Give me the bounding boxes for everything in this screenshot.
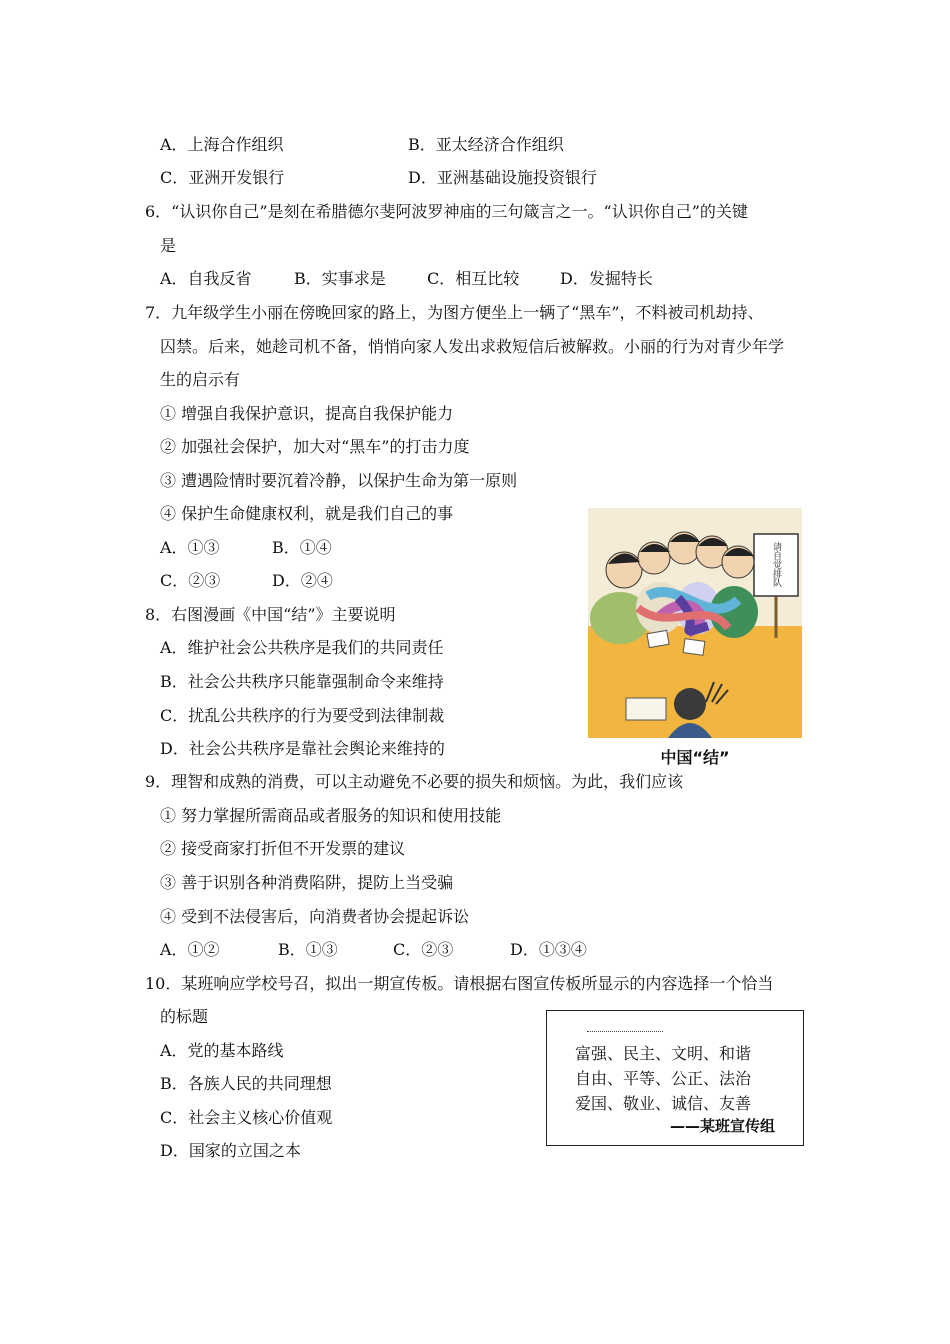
q9-option-d: D．①③④ [510, 940, 587, 959]
q10-stem-line1: 10．某班响应学校号召，拟出一期宣传板。请根据右图宣传板所显示的内容选择一个恰当 [145, 974, 774, 993]
propaganda-board [546, 1010, 804, 1146]
q7-option-a: A．①③ [160, 538, 220, 557]
q7-option-d: D．②④ [272, 571, 333, 590]
q9-stem: 9．理智和成熟的消费，可以主动避免不必要的损失和烦恼。为此，我们应该 [145, 772, 684, 791]
board-line-2: 自由、平等、公正、法治 [575, 1069, 752, 1088]
q5-option-a: A．上海合作组织 [160, 135, 284, 154]
q10-option-a: A．党的基本路线 [160, 1041, 284, 1060]
q5-option-d: D．亚洲基础设施投资银行 [408, 168, 597, 187]
q5-option-b: B．亚太经济合作组织 [408, 135, 564, 154]
q7-stem-line1: 7．九年级学生小丽在傍晚回家的路上，为图方便坐上一辆了“黑车”，不料被司机劫持、 [145, 303, 764, 322]
q7-option-c: C．②③ [160, 571, 221, 590]
q7-statement-2: ② 加强社会保护，加大对“黑车”的打击力度 [160, 437, 470, 456]
q8-option-d: D．社会公共秩序是靠社会舆论来维持的 [160, 739, 445, 758]
q9-option-c: C．②③ [393, 940, 454, 959]
q6-option-c: C．相互比较 [427, 269, 520, 288]
board-signature: ——某班宣传组 [669, 1117, 775, 1135]
q6-option-b: B．实事求是 [294, 269, 386, 288]
board-line-3: 爱国、敬业、诚信、友善 [575, 1094, 752, 1113]
cartoon-caption: 中国“结” [660, 748, 730, 767]
q10-stem-line2: 的标题 [160, 1007, 209, 1026]
q6-option-d: D．发掘特长 [560, 269, 653, 288]
q7-stem-line2: 囚禁。后来，她趁司机不备，悄悄向家人发出求救短信后被解救。小丽的行为对青少年学 [160, 337, 785, 356]
board-title-blank [587, 1031, 663, 1032]
q6-stem-line2: 是 [160, 236, 177, 255]
q7-option-b: B．①④ [272, 538, 332, 557]
cartoon-illustration [588, 508, 802, 738]
q10-option-b: B．各族人民的共同理想 [160, 1074, 332, 1093]
q6-stem-line1: 6．“认识你自己”是刻在希腊德尔斐阿波罗神庙的三句箴言之一。“认识你自己”的关键 [145, 202, 748, 221]
q9-statement-2: ② 接受商家打折但不开发票的建议 [160, 839, 406, 858]
q9-option-b: B．①③ [278, 940, 338, 959]
q9-option-a: A．①② [160, 940, 220, 959]
q7-statement-4: ④ 保护生命健康权利，就是我们自己的事 [160, 504, 454, 523]
q8-option-b: B．社会公共秩序只能靠强制命令来维持 [160, 672, 444, 691]
q8-option-a: A．维护社会公共秩序是我们的共同责任 [160, 638, 444, 657]
board-line-1: 富强、民主、文明、和谐 [575, 1044, 752, 1063]
q9-statement-4: ④ 受到不法侵害后，向消费者协会提起诉讼 [160, 907, 470, 926]
q7-stem-line3: 生的启示有 [160, 370, 241, 389]
queue-sign-text: 请自觉排队 [771, 542, 781, 587]
q6-option-a: A．自我反省 [160, 269, 252, 288]
q5-option-c: C．亚洲开发银行 [160, 168, 285, 187]
q9-statement-3: ③ 善于识别各种消费陷阱，提防上当受骗 [160, 873, 454, 892]
q7-statement-3: ③ 遭遇险情时要沉着冷静，以保护生命为第一原则 [160, 471, 518, 490]
q8-option-c: C．扰乱公共秩序的行为要受到法律制裁 [160, 706, 445, 725]
q9-statement-1: ① 努力掌握所需商品或者服务的知识和使用技能 [160, 806, 502, 825]
q8-stem: 8．右图漫画《中国“结”》主要说明 [145, 605, 396, 624]
q10-option-d: D．国家的立国之本 [160, 1141, 301, 1160]
q10-option-c: C．社会主义核心价值观 [160, 1108, 333, 1127]
q7-statement-1: ① 增强自我保护意识，提高自我保护能力 [160, 404, 454, 423]
